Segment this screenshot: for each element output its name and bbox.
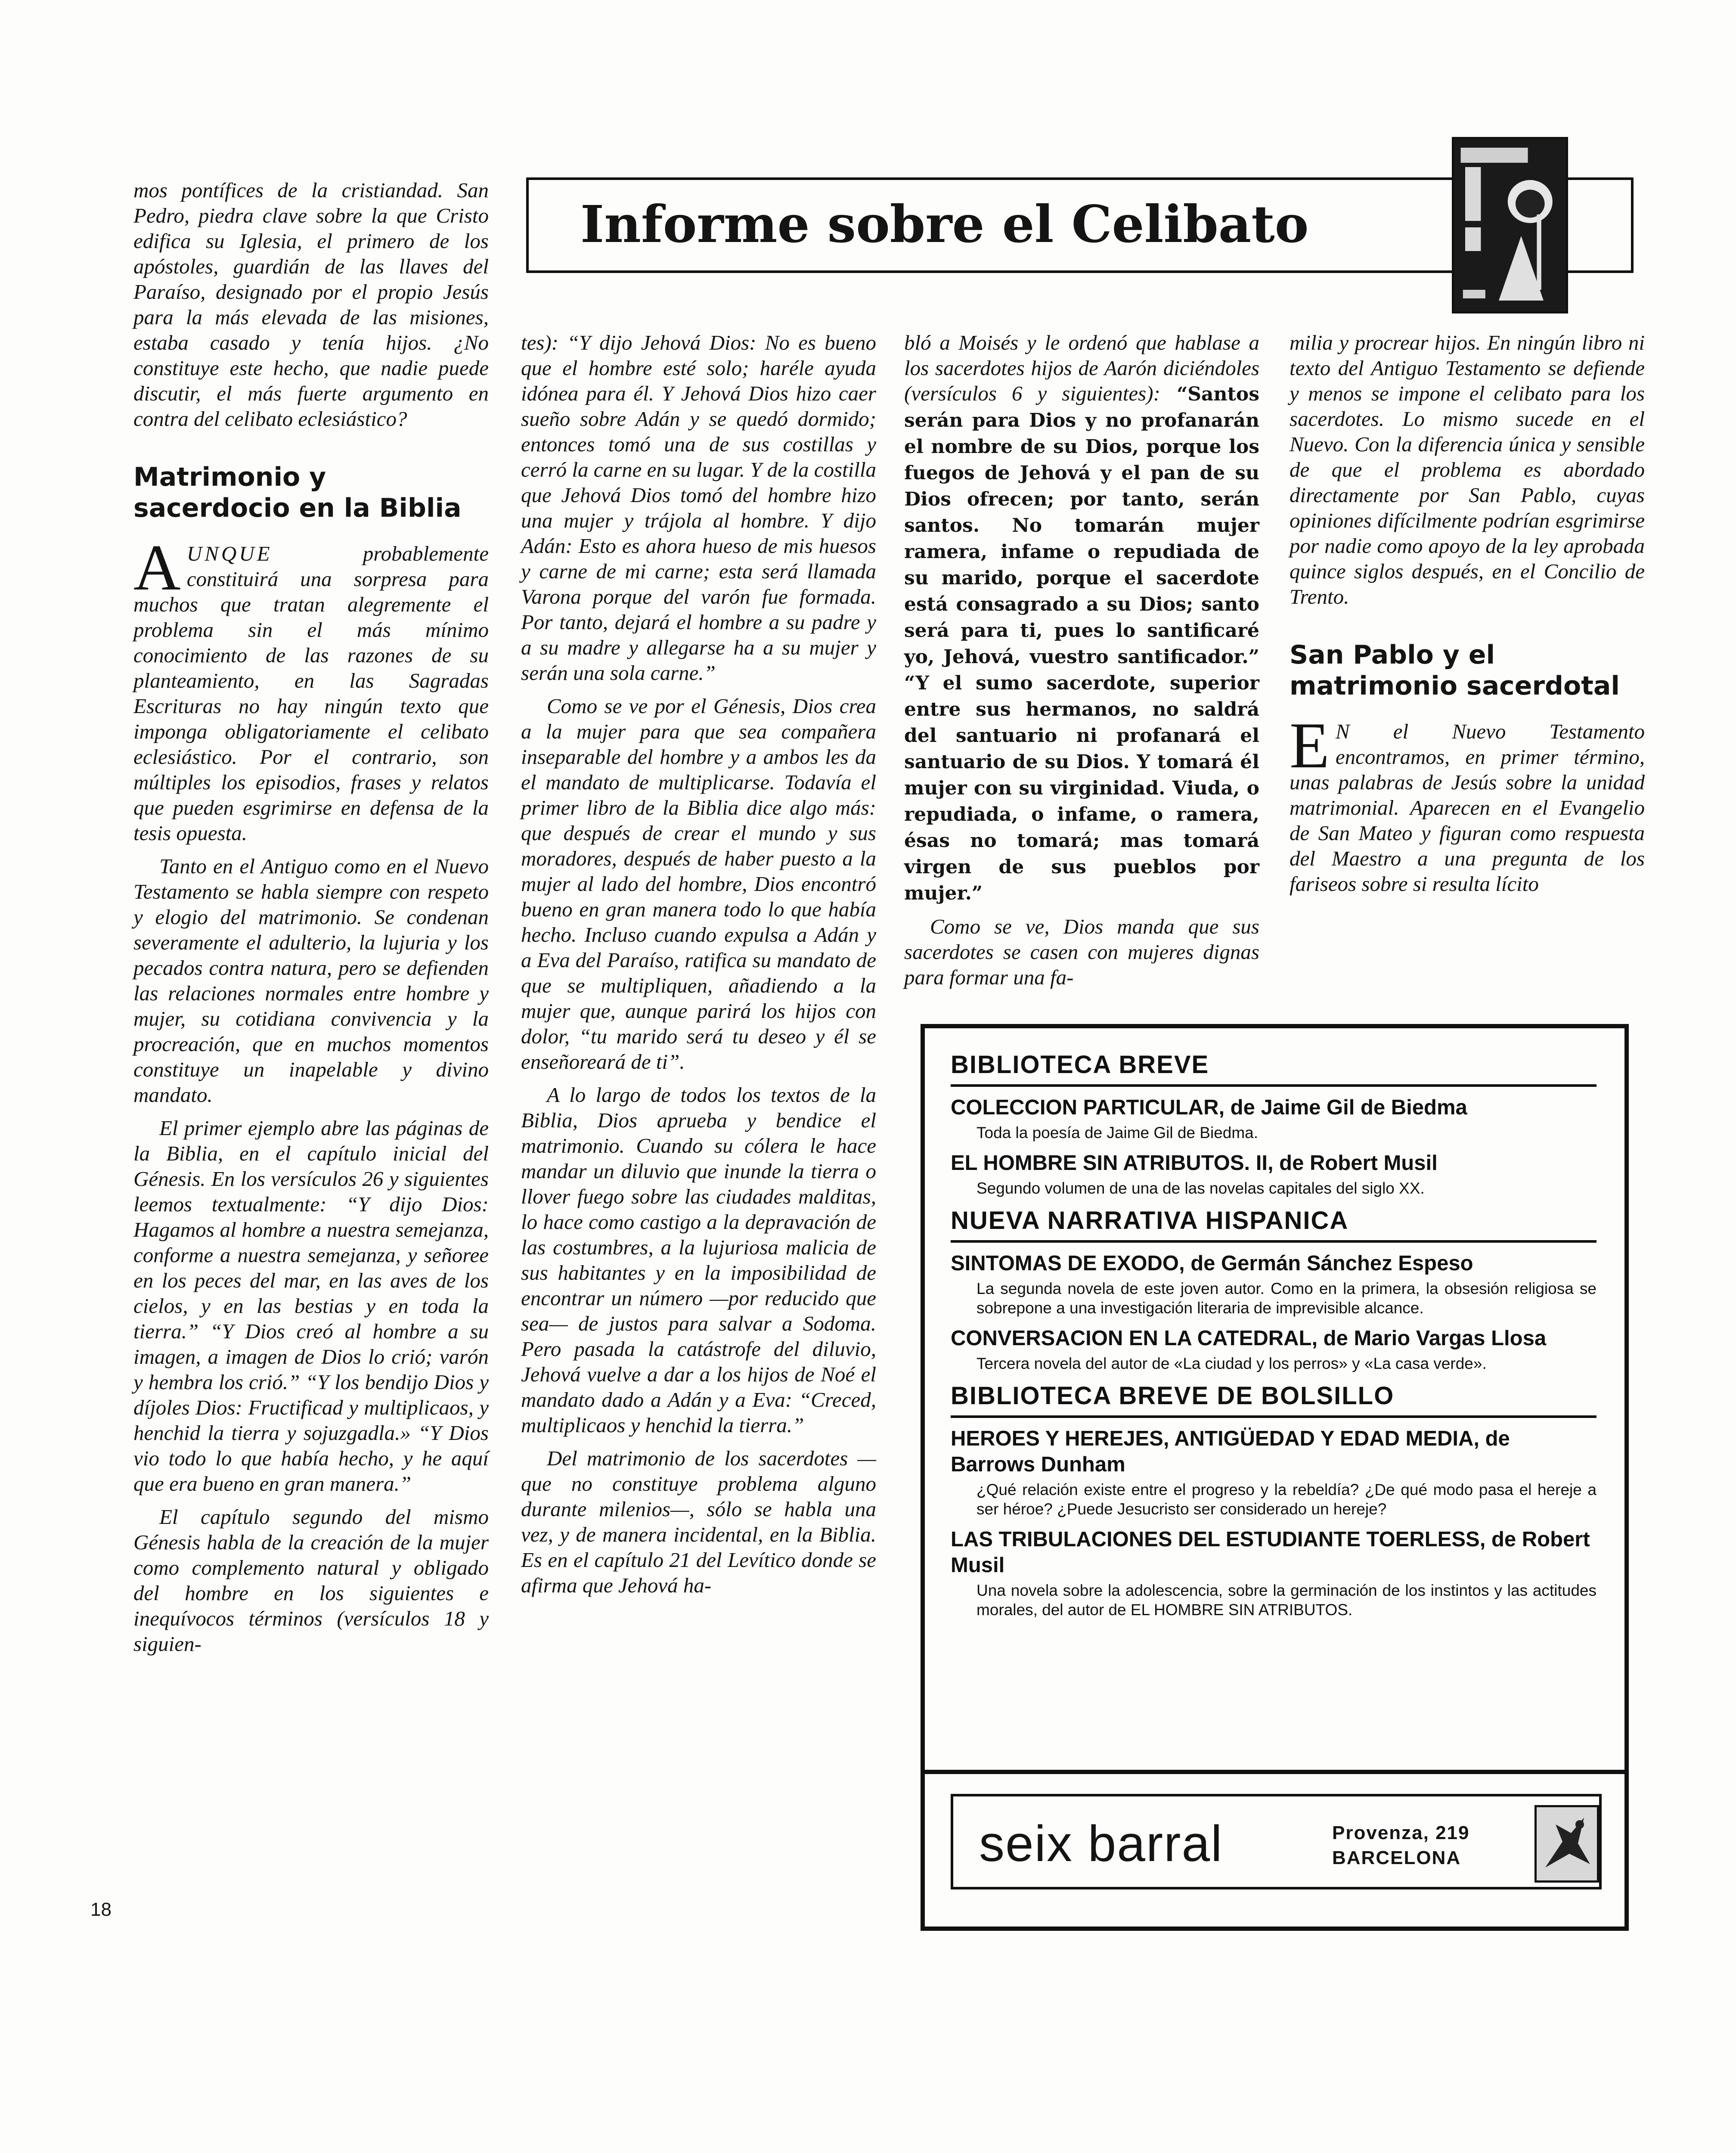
ad-divider	[925, 1770, 1624, 1774]
col1-paragraph-2-text: probablemente constituirá una sorpresa para muchos que tratan alegremente el problema sin el más mínimo conocimiento de las razones de su planteamiento, en las Sagradas Escrituras no hay ningún texto que imponga obligatoriamente el celibato eclesiástico. Por el contrario, son múltiples los episodios, frases y relatos que pueden esgrimirse en defensa de la tesis opuesta.	[133, 542, 489, 845]
seix-barral-advertisement	[921, 1024, 1629, 1931]
ad-book-title: LAS TRIBULACIONES DEL ESTUDIANTE TOERLESS, de Robert Musil	[951, 1528, 1590, 1577]
ad-series-title: BIBLIOTECA BREVE DE BOLSILLO	[951, 1381, 1596, 1418]
col4-paragraph-2	[1290, 709, 1645, 897]
col3-paragraph-2: Como se ve, Dios manda que sus sacerdotes se casen con mujeres dignas para formar una fa-	[904, 915, 1259, 989]
col1-paragraph-5: El capítulo segundo del mismo Génesis habla de la creación de la mujer como complemento natural y obligado del hombre en los siguientes e inequívocos términos (versículos 18 y siguien-	[133, 1505, 489, 1656]
ad-book-title: CONVERSACION EN LA CATEDRAL, de Mario Vargas Llosa	[951, 1327, 1547, 1350]
col2-paragraph-3: A lo largo de todos los textos de la Biblia, Dios aprueba y bendice el matrimonio. Cuando su cólera le hace mandar un diluvio que inunde la tierra o llover fuego sobre las ciudades malditas, lo hace como castigo a la depravación de las costumbres, a la lujuriosa malicia de sus habitantes y en la imposibilidad de encontrar un número —por reducido que sea— de justos para salvar a Sodoma. Pero pasada la catástrofe del diluvio, Jehová vuelve a dar a los hijos de Noé el mandato dado a Adán y a Eva: “Creced, multiplicaos y henchid la tierra.”	[521, 1083, 876, 1437]
subheading-matrimonio: Matrimonio y sacerdocio en la Biblia	[133, 462, 462, 523]
publisher-brand: seix barral	[979, 1815, 1223, 1872]
publisher-footer	[951, 1794, 1602, 1889]
ad-book-description: Tercera novela del autor de «La ciudad y los perros» y «La casa verde».	[976, 1355, 1487, 1372]
ad-book-title: HEROES Y HEREJES, ANTIGÜEDAD Y EDAD MEDIA, de Barrows Dunham	[951, 1427, 1510, 1476]
column-3	[904, 330, 1259, 998]
col4-paragraph-1: milia y procrear hijos. En ningún libro ni texto del Antiguo Testamento se defiende y menos se impone el celibato para los sacerdotes. Lo mismo sucede en el Nuevo. Con la diferencia única y sensible de que el problema es abordado directamente por San Pablo, cuyas opiniones difícilmente podrían esgrimirse por nadie como apoyo de la ley aprobada quince siglos después, en el Concilio de Trento.	[1290, 331, 1645, 608]
publisher-logo-icon	[1534, 1805, 1599, 1883]
ad-book-title: SINTOMAS DE EXODO, de Germán Sánchez Espeso	[951, 1252, 1473, 1275]
col2-paragraph-2: Como se ve por el Génesis, Dios crea a la mujer para que sea compañera inseparable del hombre y a ambos les da el mandato de multiplicarse. Todavía el primer libro de la Biblia dice algo más: que después de crear el mundo y sus moradores, después de haber puesto a la mujer al lado del hombre, Dios encontró bueno en gran manera todo lo que había hecho. Incluso cuando expulsa a Adán y a Eva del Paraíso, ratifica su mandato de que se multipliquen, añadiendo a la mujer que, aunque parirá los hijos con dolor, “tu marido será tu deseo y él se enseñoreará de ti”.	[521, 694, 876, 1073]
ad-book-description: Toda la poesía de Jaime Gil de Biedma.	[976, 1124, 1259, 1142]
ad-book-title: EL HOMBRE SIN ATRIBUTOS. II, de Robert Musil	[951, 1151, 1438, 1175]
ad-section-bolsillo	[951, 1381, 1596, 1619]
col2-paragraph-1: tes): “Y dijo Jehová Dios: No es bueno que el hombre esté solo; haréle ayuda idónea para él. Y Jehová Dios hizo caer sueño sobre Adán y se quedó dormido; entonces tomó una de sus costillas y cerró la carne en su lugar. Y de la costilla que Jehová Dios tomó del hombre hizo una mujer y trájola al hombre. Y dijo Adán: Esto es ahora hueso de mis huesos y carne de mi carne; esta será llamada Varona porque del varón fue formada. Por tanto, dejará el hombre a su padre y a su madre y allegarse ha a su mujer y serán una sola carne.”	[521, 331, 876, 685]
publisher-city: BARCELONA	[1332, 1847, 1461, 1868]
ad-book-description: La segunda novela de este joven autor. Como en la primera, la obsesión religiosa se sobrepone a una investigación literaria de imprevisible alcance.	[976, 1280, 1596, 1317]
col4-paragraph-2-text: N el Nuevo Testamento encontramos, en primer término, unas palabras de Jesús sobre la unidad matrimonial. Aparecen en el Evangelio de San Mateo y figuran como respuesta del Maestro a una pregunta de los fariseos sobre si resulta lícito	[1290, 720, 1645, 896]
col3-paragraph-1	[904, 330, 1259, 906]
col1-paragraph-2	[133, 531, 489, 846]
ad-book-list	[951, 1050, 1596, 1627]
publisher-address	[1332, 1821, 1470, 1871]
ad-book-description: Una novela sobre la adolescencia, sobre la germinación de los instintos y las actitudes morales, del autor de EL HOMBRE SIN ATRIBUTOS.	[976, 1582, 1596, 1619]
col1-paragraph-4: El primer ejemplo abre las páginas de la Biblia, en el capítulo inicial del Génesis. En los versículos 26 y siguientes leemos textualmente: “Y dijo Dios: Hagamos al hombre a nuestra semejanza, conforme a nuestra semejanza, y señoree en los peces del mar, en las aves de los cielos, y en las bestias y en toda la tierra.” “Y Dios creó al hombre a su imagen, a imagen de Dios lo crió; varón y hembra los crió.” “Y los bendijo Dios y díjoles Dios: Fructificad y multiplicaos, y henchid la tierra y sojuzgadla.» “Y Dios vio todo lo que había hecho, y he aquí que era bueno en gran manera.”	[133, 1116, 489, 1495]
publisher-street: Provenza, 219	[1332, 1822, 1470, 1843]
col1-lead-word: UNQUE	[186, 542, 273, 565]
subheading-san-pablo: San Pablo y el matrimonio sacerdotal	[1290, 640, 1620, 701]
ad-series-title: NUEVA NARRATIVA HISPANICA	[951, 1206, 1596, 1243]
ad-book-description: ¿Qué relación existe entre el progreso y la rebeldía? ¿De qué modo pasa el hereje a ser héroe? ¿Puede Jesucristo ser considerado un hereje?	[976, 1481, 1596, 1518]
ad-section-biblioteca-breve	[951, 1050, 1596, 1198]
dropcap-a: A	[133, 531, 181, 604]
article-title: Informe sobre el Celibato	[580, 194, 1309, 254]
ad-section-nueva-narrativa	[951, 1206, 1596, 1373]
column-2	[521, 330, 876, 1606]
page-number: 18	[90, 1899, 112, 1920]
col3-paragraph-1-text: bló a Moisés y le ordenó que hablase a los sacerdotes hijos de Aarón diciéndoles (versículos 6 y siguientes):	[904, 331, 1259, 405]
col1-paragraph-3: Tanto en el Antiguo como en el Nuevo Testamento se habla siempre con respeto y elogio del matrimonio. Se condenan severamente el adulterio, la lujuria y los pecados contra natura, pero se defienden las relaciones normales entre hombre y mujer, su cotidiana convivencia y la procreación, que en muchos momentos constituye un inapelable y divino mandato.	[133, 854, 489, 1107]
dropcap-e: E	[1290, 709, 1330, 782]
col1-paragraph-1: mos pontífices de la cristiandad. San Pedro, piedra clave sobre la que Cristo edifica su Iglesia, el primero de los apóstoles, guardián de las llaves del Paraíso, designado por el propio Jesús para la más elevada de las misiones, estaba casado y tenía hijos. ¿No constituye este hecho, que nadie puede discutir, el más fuerte argumento en contra del celibato eclesiástico?	[133, 178, 489, 431]
col2-paragraph-4: Del matrimonio de los sacerdotes —que no constituye problema alguno durante milenios—, sólo se habla una vez, y de manera incidental, en la Biblia. Es en el capítulo 21 del Levítico donde se afirma que Jehová ha-	[521, 1446, 876, 1597]
section-logo-icon	[1452, 137, 1568, 313]
ad-book-title: COLECCION PARTICULAR, de Jaime Gil de Biedma	[951, 1096, 1467, 1119]
col3-bible-quote: “Santos serán para Dios y no profanarán el nombre de su Dios, porque los fuegos de Jehová y el pan de su Dios ofrecen; por tanto, serán santos. No tomarán mujer ramera, infame o repudiada de su marido, porque el sacerdote está consagrado a su Dios; santo será para ti, pues lo santificaré yo, Jehová, vuestro santificador.” “Y el sumo sacerdote, superior entre sus hermanos, no saldrá del santuario ni profanará el santuario de su Dios. Y tomará él mujer con su virginidad. Viuda, o repudiada, o infame, o ramera, ésas no tomará; mas tomará virgen de sus pueblos por mujer.”	[904, 383, 1259, 904]
ad-series-title: BIBLIOTECA BREVE	[951, 1050, 1596, 1087]
column-4	[1290, 330, 1645, 904]
ad-book-description: Segundo volumen de una de las novelas capitales del siglo XX.	[976, 1179, 1425, 1197]
column-1	[133, 177, 489, 1664]
